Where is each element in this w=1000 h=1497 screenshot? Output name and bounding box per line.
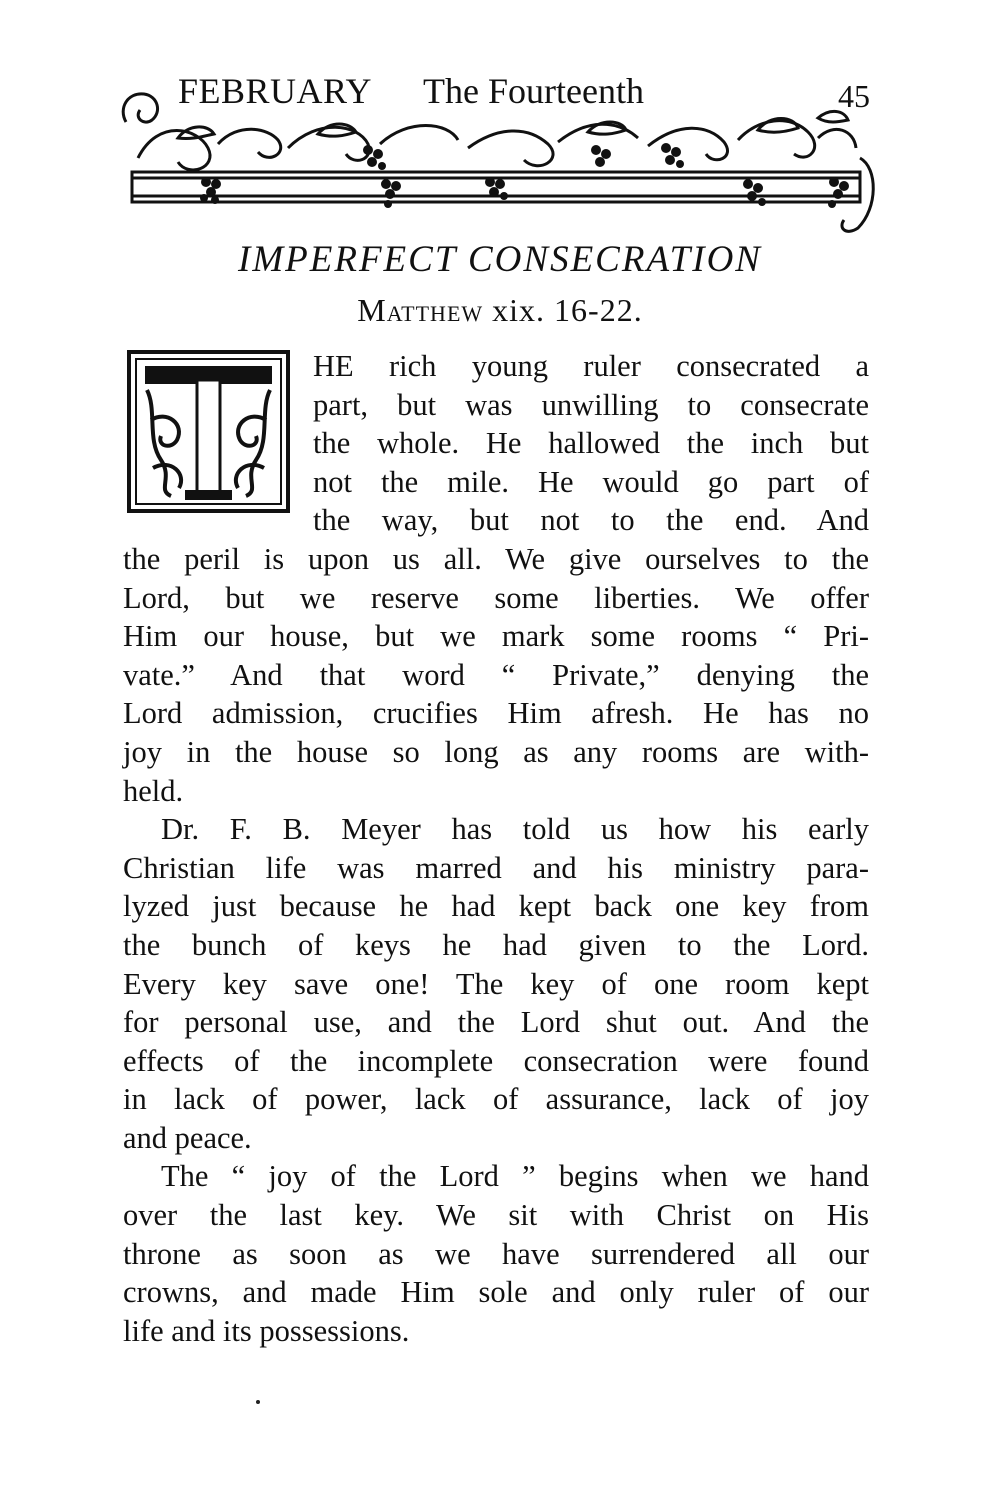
body-text	[123, 347, 869, 1350]
day-label: The Fourteenth	[423, 71, 644, 111]
text-line: not the mile. He would go part of	[313, 464, 869, 499]
text-line: held.	[123, 773, 184, 808]
text-line: and peace.	[123, 1120, 252, 1155]
text-line: over the last key. We sit with Christ on His	[123, 1198, 869, 1233]
text-line: Lord admission, crucifies Him afresh. He has no	[123, 696, 869, 731]
running-head	[178, 70, 878, 120]
text-line: the peril is upon us all. We give ourselves to the	[123, 541, 869, 576]
page-number: 45	[838, 78, 870, 114]
text-line: life and its possessions.	[123, 1313, 410, 1348]
text-line: HE rich young ruler consecrated a	[313, 349, 869, 383]
text-line: the whole. He hallowed the inch but	[313, 426, 869, 461]
text-line: The “ joy of the Lord ” begins when we hand	[161, 1159, 869, 1194]
ink-speck	[256, 1400, 260, 1404]
text-line: in lack of power, lack of assurance, lack of joy	[123, 1082, 869, 1117]
text-line: throne as soon as we have surrendered all our	[123, 1236, 869, 1271]
text-line: for personal use, and the Lord shut out. And the	[123, 1005, 869, 1040]
text-line: effects of the incomplete consecration were found	[123, 1043, 869, 1078]
text-line: lyzed just because he had kept back one key from	[123, 889, 869, 924]
text-line: the bunch of keys he had given to the Lord.	[123, 927, 869, 962]
text-line: vate.” And that word “ Private,” denying the	[123, 657, 869, 692]
scripture-reference: Matthew xix. 16-22.	[357, 292, 643, 328]
text-line: crowns, and made Him sole and only ruler of our	[123, 1275, 869, 1310]
text-line: Lord, but we reserve some liberties. We offer	[123, 580, 869, 615]
text-line: the way, but not to the end. And	[313, 503, 869, 538]
text-line: Every key save one! The key of one room kept	[123, 966, 869, 1001]
text-line: joy in the house so long as any rooms are with-	[123, 734, 869, 769]
month-label: FEBRUARY	[178, 71, 373, 111]
entry-title: IMPERFECT CONSECRATION	[238, 239, 762, 280]
text-line: Dr. F. B. Meyer has told us how his early	[161, 812, 869, 847]
text-line: part, but was unwilling to consecrate	[313, 387, 869, 422]
text-line: Christian life was marred and his ministry para-	[123, 850, 869, 885]
text-line: Him our house, but we mark some rooms “ Pri-	[123, 619, 869, 654]
